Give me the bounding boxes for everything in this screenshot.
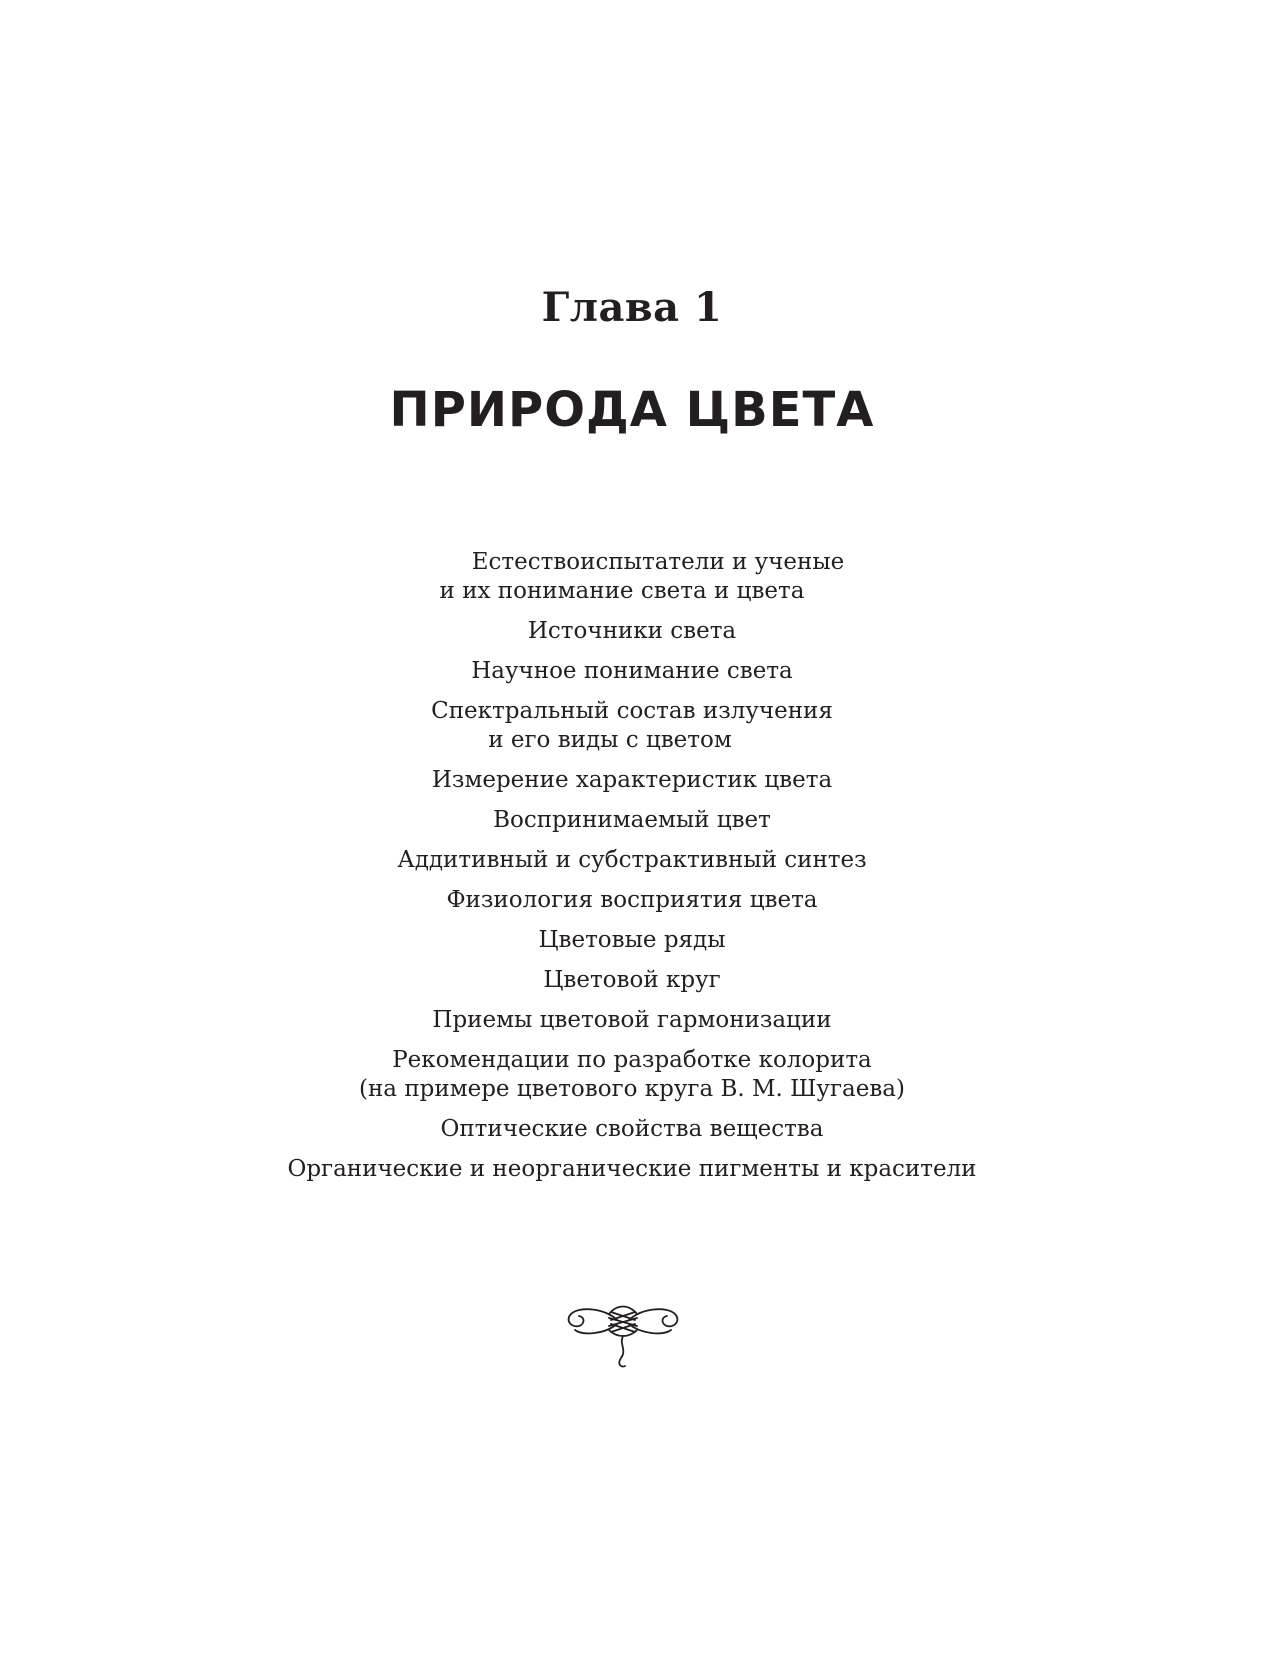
list-item: [0, 697, 1264, 755]
list-item-line: Физиология восприятия цвета: [446, 887, 818, 913]
list-item: [0, 1046, 1264, 1104]
list-item: [0, 1006, 1264, 1035]
chapter-contents-list: [0, 548, 1264, 1195]
list-item-line: Цветовой круг: [543, 967, 721, 993]
list-item-line: и его виды с цветом: [488, 727, 732, 753]
list-item-line: Спектральный состав излучения: [431, 698, 833, 724]
flourish-ornament-icon: [565, 1290, 681, 1370]
list-item-line: и их понимание света и цвета: [439, 578, 805, 604]
list-item: [0, 1115, 1264, 1144]
list-item: [0, 846, 1264, 875]
list-item: [0, 766, 1264, 795]
list-item: [0, 617, 1264, 646]
chapter-label: Глава 1: [541, 284, 723, 331]
list-item: [0, 886, 1264, 915]
list-item-line: Органические и неорганические пигменты и красители: [287, 1156, 977, 1182]
list-item: [0, 1155, 1264, 1184]
list-item: [0, 926, 1264, 955]
list-item: [0, 966, 1264, 995]
list-item-line: (на примере цветового круга В. М. Шугаева): [359, 1076, 905, 1102]
list-item: [0, 548, 1264, 606]
chapter-title: ПРИРОДА ЦВЕТА: [389, 382, 875, 438]
list-item-line: Измерение характеристик цвета: [431, 767, 833, 793]
list-item-line: Оптические свойства вещества: [440, 1116, 824, 1142]
list-item-line: Рекомендации по разработке колорита: [392, 1047, 872, 1073]
list-item-line: Приемы цветовой гармонизации: [432, 1007, 832, 1033]
list-item-line: Цветовые ряды: [538, 927, 726, 953]
list-item: [0, 657, 1264, 686]
list-item: [0, 806, 1264, 835]
list-item-line: Источники света: [527, 618, 737, 644]
list-item-line: Научное понимание света: [471, 658, 793, 684]
list-item-line: Воспринимаемый цвет: [493, 807, 771, 833]
list-item-line: Аддитивный и субстрактивный синтез: [397, 847, 867, 873]
list-item-line: Естествоиспытатели и ученые: [471, 549, 845, 575]
